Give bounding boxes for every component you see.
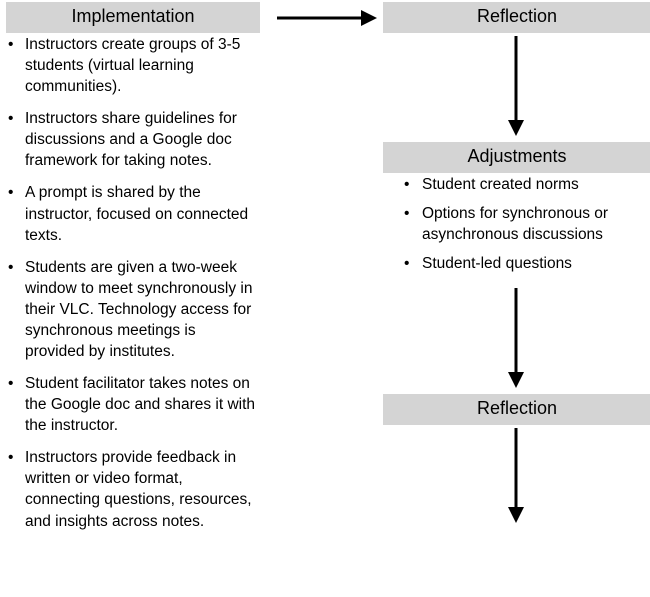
list-item: • Instructors share guidelines for discussions and a Google doc framework for taking notes. <box>6 108 256 171</box>
arrow-down-icon <box>505 428 527 523</box>
list-item: • Instructors provide feedback in written or video format, connecting questions, resources, and insights across notes. <box>6 447 256 531</box>
box-implementation <box>6 2 260 33</box>
box-reflection-2-title: Reflection <box>476 398 558 418</box>
adjustments-bullet-list <box>400 174 650 282</box>
box-reflection-1-title: Reflection <box>476 6 558 26</box>
list-item: • A prompt is shared by the instructor, focused on connected texts. <box>6 182 256 245</box>
box-reflection-1 <box>383 2 650 33</box>
list-item: • Student facilitator takes notes on the Google doc and shares it with the instructor. <box>6 373 256 436</box>
box-adjustments <box>383 142 650 173</box>
box-adjustments-title: Adjustments <box>467 146 567 166</box>
list-item: • Instructors create groups of 3-5 students (virtual learning communities). <box>6 34 256 97</box>
list-item: • Student-led questions <box>400 253 650 274</box>
arrow-down-icon <box>505 36 527 136</box>
list-item: • Options for synchronous or asynchronous discussions <box>400 203 650 245</box>
box-reflection-2 <box>383 394 650 425</box>
implementation-bullet-list <box>6 34 256 543</box>
list-item: • Students are given a two-week window to meet synchronously in their VLC. Technology access for synchronous meetings is provided by institutes. <box>6 257 256 362</box>
arrow-down-icon <box>505 288 527 388</box>
list-item: • Student created norms <box>400 174 650 195</box>
box-implementation-title: Implementation <box>71 6 195 26</box>
arrow-right-icon <box>277 8 377 28</box>
